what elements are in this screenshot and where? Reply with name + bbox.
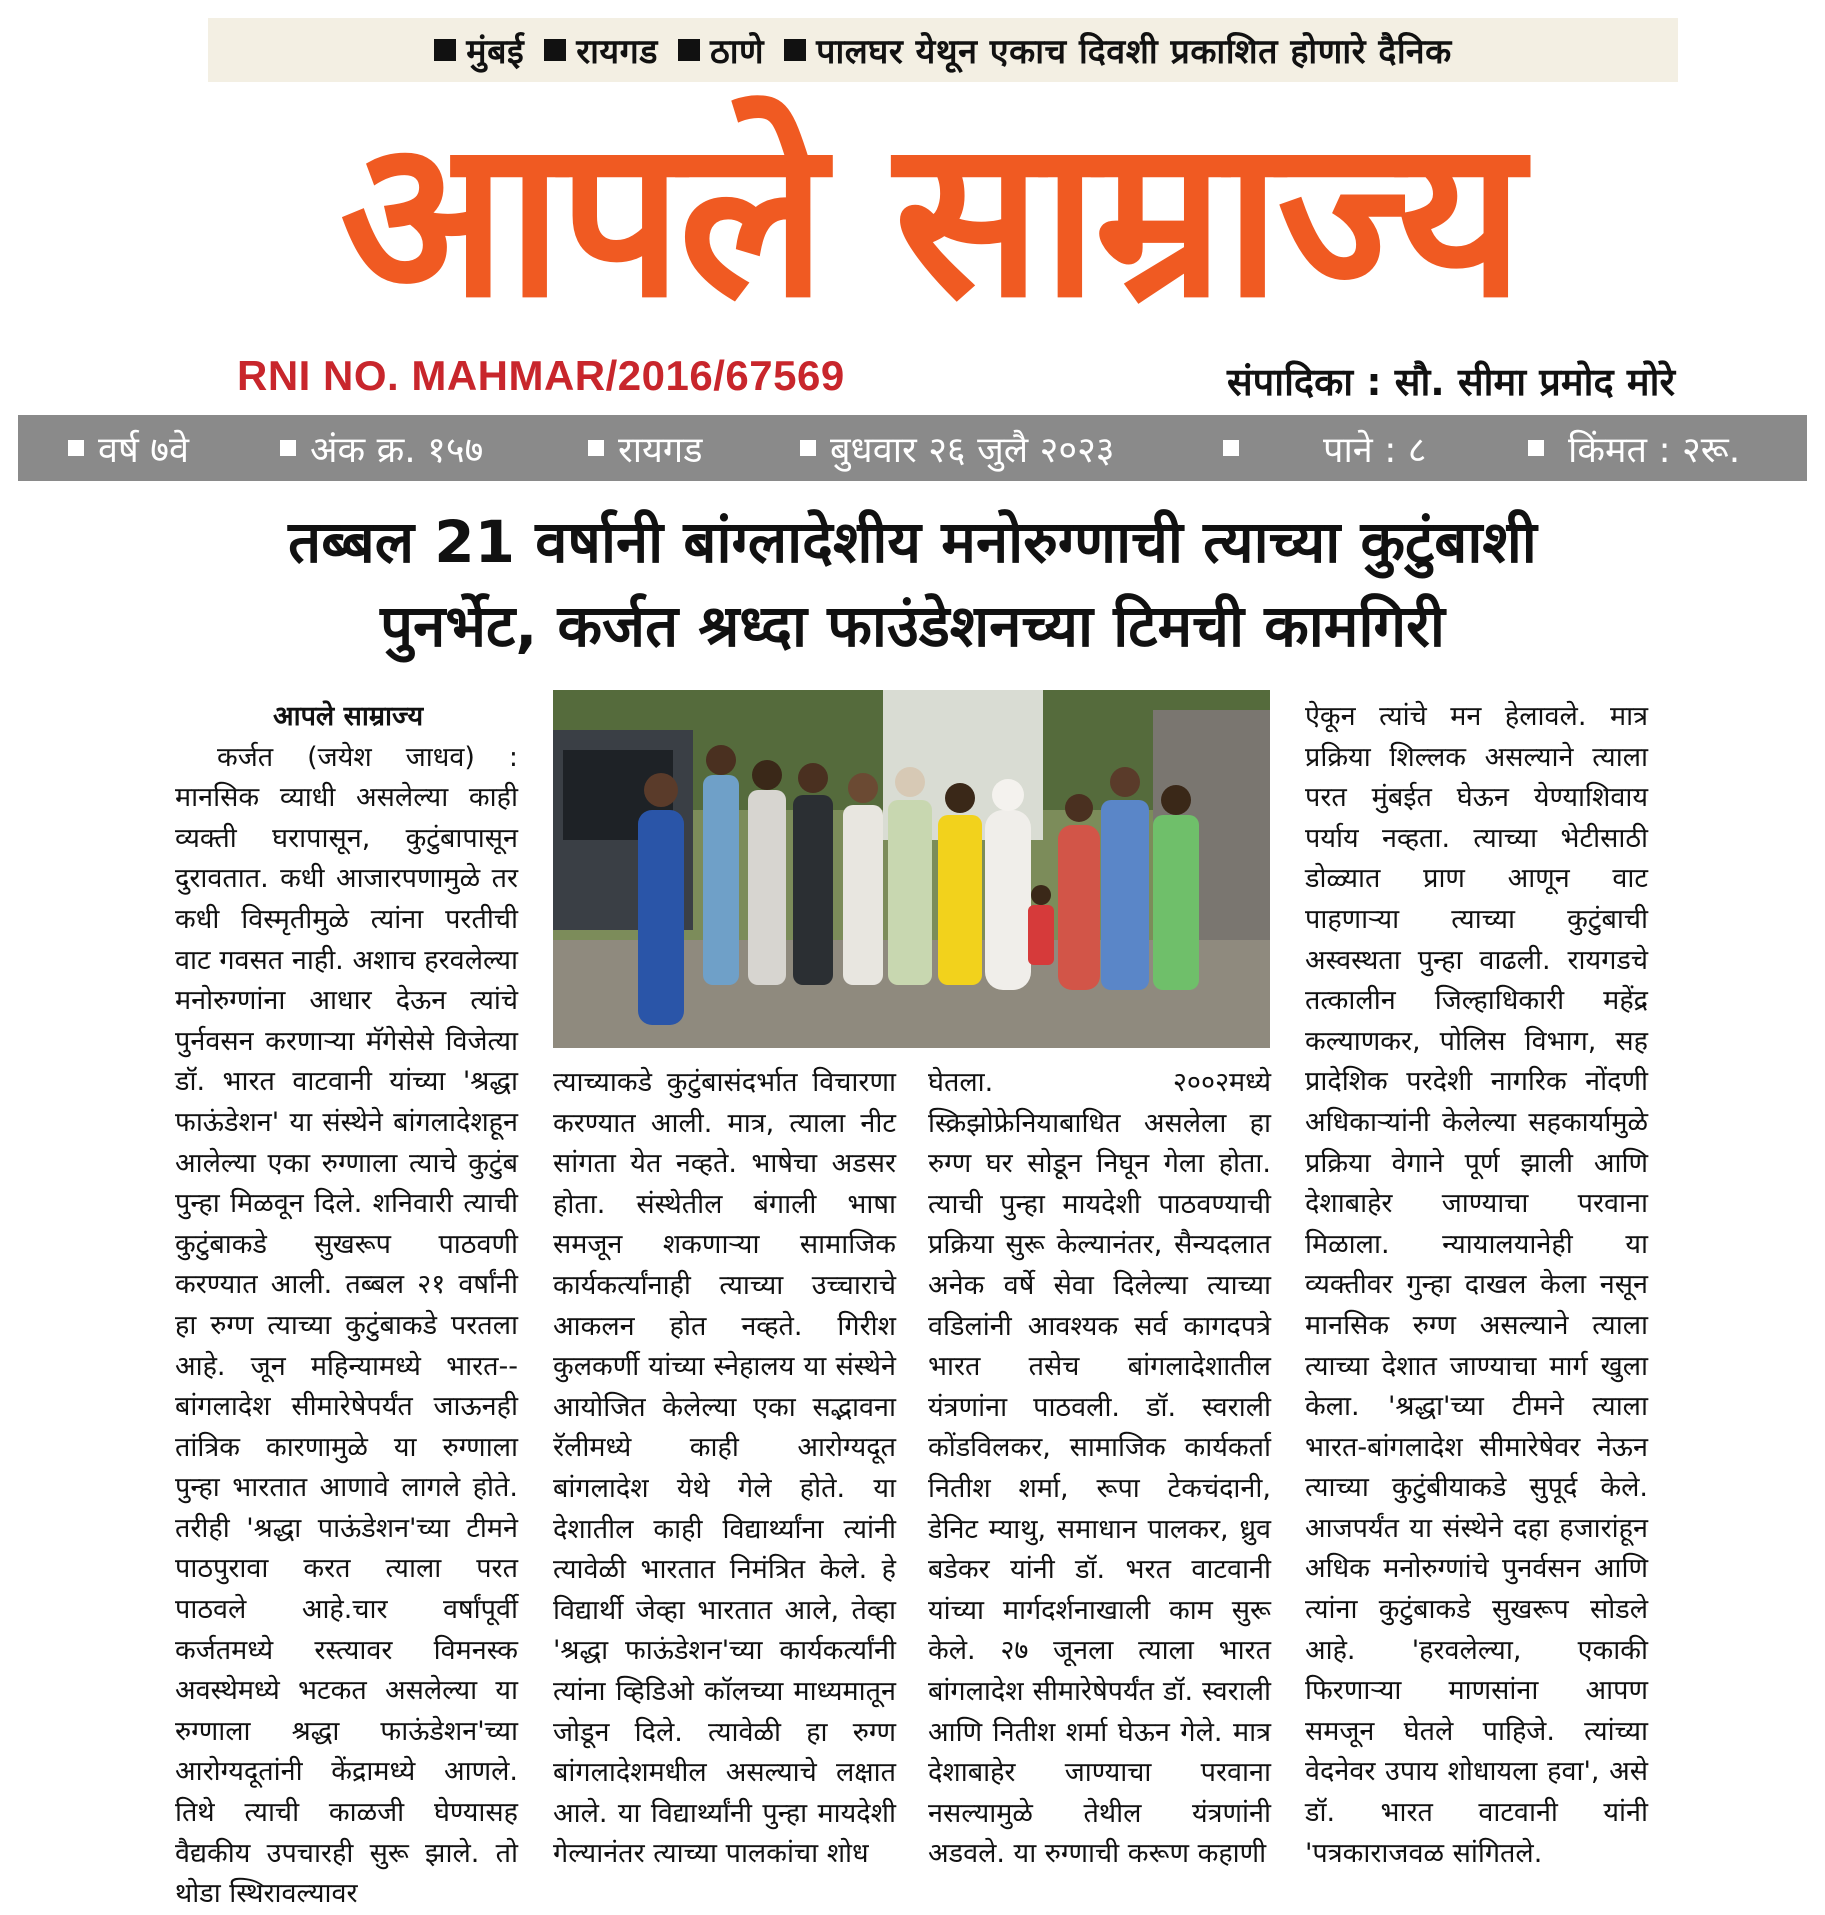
column-text: ऐकून त्यांचे मन हेलावले. मात्र प्रक्रिया शिल्लक असल्याने त्याला परत मुंबईत घेऊन येण्याशिवाय पर्याय नव्हता. त्याच्या भेटीसाठी डोळ्यात प्राण आणून वाट पाहणाऱ्या त्याच्या कुटुंबाची अस्वस्थता पुन्हा वाढली. रायगडचे तत्कालीन जिल्हाधिकारी महेंद्र कल्याणकर, पोलिस विभाग, सह प्रादेशिक परदेशी नागरिक नोंदणी अधिकाऱ्यांनी केलेल्या सहकार्यामुळे प्रक्रिया वेगाने पूर्ण झाली आणि देशाबाहेर जाण्याचा परवाना मिळाला. न्यायालयानेही या व्यक्तीवर गुन्हा दाखल केला नसून मानसिक रुग्ण असल्याने त्याला त्याच्या देशात जाण्याचा मार्ग खुला केला. 'श्रद्धा'च्या टीमने त्याला भारत-बांगलादेश सीमारेषेवर नेऊन त्याच्या कुटुंबीयाकडे सुपूर्द केले. आजपर्यंत या संस्थेने दहा हजारांहून अधिक मनोरुग्णांचे पुनर्वसन आणि त्यांना कुटुंबाकडे सुखरूप सोडले आहे. 'हरवलेल्या, एकाकी फिरणाऱ्या माणसांना आपण समजून घेतले पाहिजे. त्यांच्या वेदनेवर उपाय शोधायला हवा', असे डॉ. भारत वाटवानी यांनी 'पत्रकाराजवळ सांगितले. <box>1305 701 1648 1869</box>
page-count: पाने : ८ <box>1223 415 1427 481</box>
bullet-square-icon <box>800 440 816 456</box>
issue-date: बुधवार २६ जुलै २०२३ <box>800 415 1115 481</box>
group-photo <box>553 690 1270 1048</box>
edition-city: मुंबई <box>434 27 524 73</box>
newspaper-title: आपले साम्राज्य <box>339 93 1521 346</box>
article-column-2 <box>553 1063 896 1875</box>
rni-number: RNI NO. MAHMAR/2016/67569 <box>237 352 845 399</box>
article-headline <box>120 500 1705 668</box>
editor-credit: संपादिका : सौ. सीमा प्रमोद मोरे <box>1226 360 1675 404</box>
bullet-square-icon <box>68 440 84 456</box>
column-text: त्याच्याकडे कुटुंबासंदर्भात विचारणा करण्यात आली. मात्र, त्याला नीट सांगता येत नव्हते. भाषेचा अडसर होता. संस्थेतील बंगाली भाषा समजून शकणाऱ्या सामाजिक कार्यकर्त्यांनाही त्याच्या उच्चाराचे आकलन होत नव्हते. गिरीश कुलकर्णी यांच्या स्नेहालय या संस्थेने आयोजित केलेल्या एका सद्भावना रॅलीमध्ये काही आरोग्यदूत बांगलादेश येथे गेले होते. या देशातील काही विद्यार्थ्यांना त्यांनी त्यावेळी भारतात निमंत्रित केले. हे विद्यार्थी जेव्हा भारतात आले, तेव्हा 'श्रद्धा फाऊंडेशन'च्या कार्यकर्त्यांनी त्यांना व्हिडिओ कॉलच्या माध्यमातून जोडून दिले. त्यावेळी हा रुग्ण बांगलादेशमधील असल्याचे लक्षात आले. या विद्यार्थ्यांनी पुन्हा मायदेशी गेल्यानंतर त्याच्या पालकांचा शोध <box>553 1067 896 1870</box>
bullet-square-icon <box>588 440 604 456</box>
bullet-square-icon <box>280 440 296 456</box>
article-column-4 <box>1305 697 1648 1874</box>
issue-number: अंक क्र. १५७ <box>280 415 483 481</box>
article-byline: आपले साम्राज्य <box>273 701 424 732</box>
edition-tagline: पालघर येथून एकाच दिवशी प्रकाशित होणारे दैनिक <box>784 27 1452 73</box>
article-column-1 <box>175 697 518 1915</box>
column-text: कर्जत (जयेश जाधव) : मानसिक व्याधी असलेल्या काही व्यक्ती घरापासून, कुटुंबापासून दुरावतात. कधी आजारपणामुळे तर कधी विस्मृतीमुळे त्यांना परतीची वाट गवसत नाही. अशाच हरवलेल्या मनोरुग्णांना आधार देऊन त्यांचे पुर्नवसन करणाऱ्या मॅगेसेसे विजेत्या डॉ. भारत वाटवानी यांच्या 'श्रद्धा फाऊंडेशन' या संस्थेने बांगलादेशहून आलेल्या एका रुग्णाला त्याचे कुटुंब पुन्हा मिळवून दिले. शनिवारी त्याची कुटुंबाकडे सुखरूप पाठवणी करण्यात आली. तब्बल २१ वर्षांनी हा रुग्ण त्याच्या कुटुंबाकडे परतला आहे. जून महिन्यामध्ये भारत--बांगलादेश सीमारेषेपर्यंत जाऊनही तांत्रिक कारणामुळे या रुग्णाला पुन्हा भारतात आणावे लागले होते. तरीही 'श्रद्धा पाऊंडेशन'च्या टीमने पाठपुरावा करत त्याला परत पाठवले आहे.चार वर्षांपूर्वी कर्जतमध्ये रस्त्यावर विमनस्क अवस्थेमध्ये भटकत असलेल्या या रुग्णाला श्रद्धा फाऊंडेशन'च्या आरोग्यदूतांनी केंद्रामध्ये आणले. तिथे त्याची काळजी घेण्यासह वैद्यकीय उपचारही सुरू झाले. तो थोडा स्थिरावल्यावर <box>175 741 518 1910</box>
bullet-square-icon <box>678 39 700 61</box>
edition-tagline-bar <box>208 18 1678 82</box>
bullet-square-icon <box>544 39 566 61</box>
article-column-3 <box>928 1063 1271 1875</box>
bullet-square-icon <box>784 39 806 61</box>
bullet-square-icon <box>1223 440 1239 456</box>
edition-city: ठाणे <box>678 27 764 73</box>
issue-info-bar <box>18 415 1807 481</box>
article-photo <box>553 690 1270 1048</box>
place-info: रायगड <box>588 415 702 481</box>
headline-line-1: तब्बल 21 वर्षानी बांग्लादेशीय मनोरुग्णाची त्याच्या कुटुंबाशी <box>288 508 1537 576</box>
price-info: किंमत : २रू. <box>1528 415 1740 481</box>
bullet-square-icon <box>1528 440 1544 456</box>
year-info: वर्ष ७वे <box>68 415 189 481</box>
headline-line-2: पुनर्भेट, कर्जत श्रध्दा फाउंडेशनच्या टिमची कामगिरी <box>380 592 1445 660</box>
column-text: घेतला. २००२मध्ये स्क्रिझोफ्रेनियाबाधित असलेला हा रुग्ण घर सोडून निघून गेला होता. त्याची पुन्हा मायदेशी पाठवण्याची प्रक्रिया सुरू केल्यानंतर, सैन्यदलात अनेक वर्षे सेवा दिलेल्या त्याच्या वडिलांनी आवश्यक सर्व कागदपत्रे भारत तसेच बांगलादेशातील यंत्रणांना पाठवली. डॉ. स्वराली कोंडविलकर, सामाजिक कार्यकर्ता नितीश शर्मा, रूपा टेकचंदानी, डेनिट म्याथु, समाधान पालकर, ध्रुव बडेकर यांनी डॉ. भरत वाटवानी यांच्या मार्गदर्शनाखाली काम सुरू केले. २७ जूनला त्याला भारत बांगलादेश सीमारेषेपर्यंत डॉ. स्वराली आणि नितीश शर्मा घेऊन गेले. मात्र देशाबाहेर जाण्याचा परवाना नसल्यामुळे तेथील यंत्रणांनी अडवले. या रुग्णाची करूण कहाणी <box>928 1067 1271 1870</box>
edition-city: रायगड <box>544 27 658 73</box>
bullet-square-icon <box>434 39 456 61</box>
